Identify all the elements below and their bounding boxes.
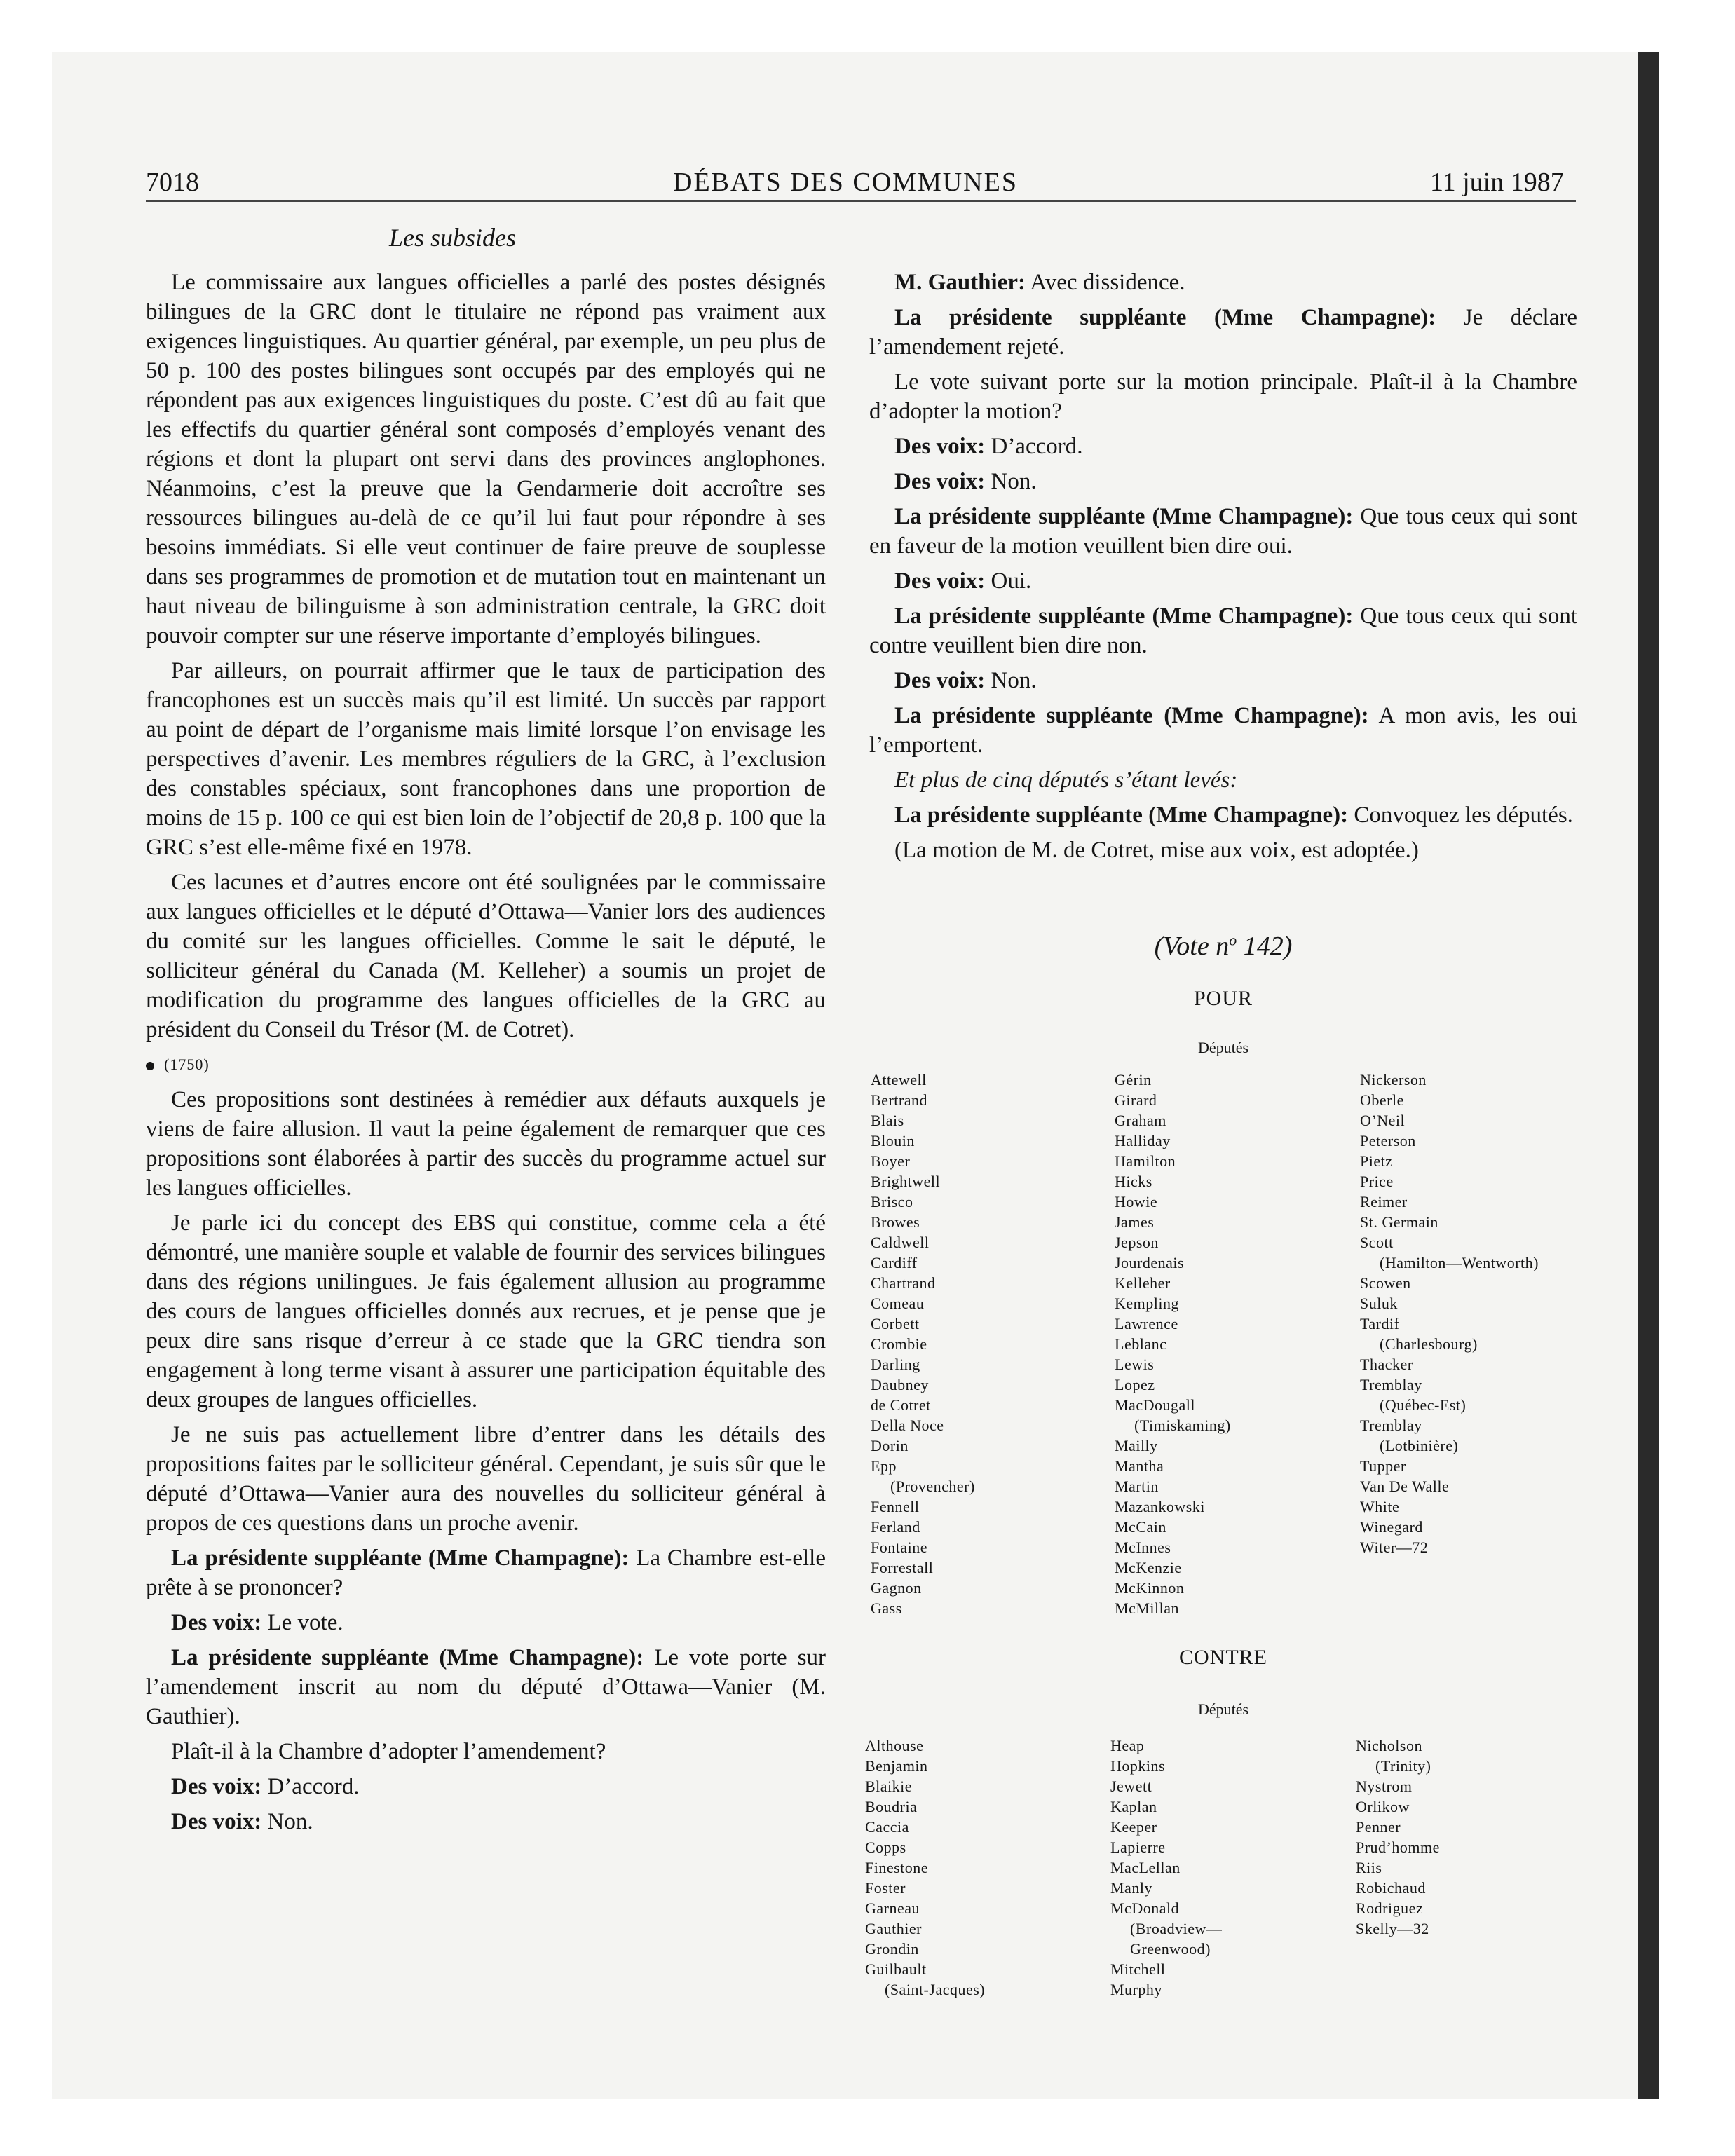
member-name: Cardiff bbox=[871, 1254, 918, 1271]
member-name: Tardif bbox=[1360, 1315, 1400, 1332]
member-name: (Broadview— bbox=[1130, 1920, 1223, 1937]
member-name: (Lotbinière) bbox=[1380, 1437, 1459, 1454]
pour-names-col1 bbox=[871, 1070, 975, 1618]
member-name: Fontaine bbox=[871, 1538, 927, 1556]
speech: Des voix: D’accord. bbox=[894, 434, 1083, 459]
member-name: White bbox=[1360, 1498, 1400, 1515]
right-column bbox=[869, 268, 1577, 871]
member-name: Howie bbox=[1115, 1193, 1158, 1210]
page-number: 7018 bbox=[146, 168, 199, 197]
speech: Des voix: Oui. bbox=[894, 568, 1032, 594]
member-name: Tupper bbox=[1360, 1457, 1406, 1475]
member-name: Girard bbox=[1115, 1091, 1157, 1109]
member-name: Rodriguez bbox=[1356, 1899, 1424, 1917]
member-name: Jourdenais bbox=[1115, 1254, 1185, 1271]
member-name: (Saint-Jacques) bbox=[885, 1981, 986, 1998]
speech: Des voix: Non. bbox=[894, 469, 1037, 494]
member-name: Hamilton bbox=[1115, 1152, 1176, 1170]
member-name: Heap bbox=[1110, 1737, 1145, 1754]
member-name: Daubney bbox=[871, 1376, 929, 1393]
contre-heading: CONTRE bbox=[1179, 1646, 1267, 1669]
member-name: Browes bbox=[871, 1213, 920, 1231]
member-name: Leblanc bbox=[1115, 1335, 1167, 1353]
member-name: Scott bbox=[1360, 1234, 1394, 1251]
speech: La présidente suppléante (Mme Champagne): Le vote porte sur l’amendement inscrit au nom du député d’Ottawa—Vanier (M. Gauthier). bbox=[146, 1645, 826, 1729]
speaker: Des voix: bbox=[171, 1774, 262, 1799]
member-name: Gérin bbox=[1115, 1071, 1152, 1089]
member-name: Peterson bbox=[1360, 1132, 1416, 1149]
vote-title: (Vote $n^o$ 142) bbox=[1154, 931, 1293, 961]
member-name: Robichaud bbox=[1356, 1879, 1426, 1897]
member-name: (Québec-Est) bbox=[1380, 1396, 1467, 1414]
member-name: Epp bbox=[871, 1457, 897, 1475]
member-name: Penner bbox=[1356, 1818, 1401, 1836]
member-name: Gass bbox=[871, 1599, 902, 1617]
member-name: Pietz bbox=[1360, 1152, 1393, 1170]
member-name: Tremblay bbox=[1360, 1376, 1422, 1393]
member-name: Lawrence bbox=[1115, 1315, 1178, 1332]
member-name: Brisco bbox=[871, 1193, 913, 1210]
header-rule bbox=[146, 200, 1576, 202]
member-name: MacLellan bbox=[1110, 1859, 1181, 1876]
member-name: Chartrand bbox=[871, 1274, 936, 1292]
speaker: Des voix: bbox=[171, 1610, 262, 1635]
member-name: Keeper bbox=[1110, 1818, 1157, 1836]
member-name: Fennell bbox=[871, 1498, 920, 1515]
member-name: Graham bbox=[1115, 1112, 1166, 1129]
paragraph: Plaît-il à la Chambre d’adopter l’amendement? bbox=[171, 1739, 606, 1764]
member-name: Kelleher bbox=[1115, 1274, 1171, 1292]
result-note: (La motion de M. de Cotret, mise aux voix, est adoptée.) bbox=[894, 838, 1419, 863]
speech: La présidente suppléante (Mme Champagne): A mon avis, les oui l’emportent. bbox=[869, 703, 1577, 758]
member-name: Finestone bbox=[865, 1859, 929, 1876]
bullet-icon bbox=[146, 1062, 154, 1070]
member-name: Benjamin bbox=[865, 1757, 928, 1775]
member-name: Mantha bbox=[1115, 1457, 1164, 1475]
member-name: Lewis bbox=[1115, 1356, 1155, 1373]
member-name: Crombie bbox=[871, 1335, 927, 1353]
speaker: La présidente suppléante (Mme Champagne): bbox=[894, 703, 1369, 728]
member-name: (Charlesbourg) bbox=[1380, 1335, 1478, 1353]
member-name: Darling bbox=[871, 1356, 920, 1373]
member-name: Martin bbox=[1115, 1478, 1159, 1495]
member-name: Foster bbox=[865, 1879, 906, 1897]
speaker: Des voix: bbox=[894, 434, 986, 459]
member-name: Skelly—32 bbox=[1356, 1920, 1429, 1937]
member-name: Lapierre bbox=[1110, 1838, 1166, 1856]
member-name: Nicholson bbox=[1356, 1737, 1422, 1754]
speech: La présidente suppléante (Mme Champagne): Que tous ceux qui sont contre veuillent bien dire non. bbox=[869, 603, 1577, 658]
member-name: Blouin bbox=[871, 1132, 915, 1149]
member-name: Boudria bbox=[865, 1798, 918, 1815]
member-name: Orlikow bbox=[1356, 1798, 1410, 1815]
member-name: de Cotret bbox=[871, 1396, 931, 1414]
member-name: Tremblay bbox=[1360, 1417, 1422, 1434]
member-name: Jewett bbox=[1110, 1778, 1152, 1795]
member-name: Van De Walle bbox=[1360, 1478, 1450, 1495]
member-name: Hicks bbox=[1115, 1173, 1152, 1190]
paragraph: Le commissaire aux langues officielles a parlé des postes désignés bilingues de la GRC dont le titulaire ne répond pas vraiment aux exigences linguistiques. Au quartier général, par exemple, un peu plus de 50 p. 100 des postes bilingues sont occupés par des employés qui ne répondent pas aux exigences linguistiques du poste. C’est dû au fait que les effectifs du quartier général sont composés d’employés venant des régions et dont la plupart ont servi dans des provinces anglophones. Néanmoins, c’est la preuve que la Gendarmerie doit accroître ses ressources bilingues au-delà de ce qu’il lui faut pour répondre à ses besoins immédiats. Si elle veut continuer de faire preuve de souplesse dans ses programmes de promotion et de mutation tout en maintenant un haut niveau de bilinguisme à son administration centrale, la GRC doit pouvoir compter sur une réserve importante d’employés bilingues. bbox=[146, 270, 826, 648]
member-name: Riis bbox=[1356, 1859, 1382, 1876]
member-name: Reimer bbox=[1360, 1193, 1408, 1210]
member-name: Manly bbox=[1110, 1879, 1152, 1897]
member-name: Nickerson bbox=[1360, 1071, 1427, 1089]
member-name: McCain bbox=[1115, 1518, 1166, 1536]
member-name: Althouse bbox=[865, 1737, 924, 1754]
contre-names-col1 bbox=[865, 1735, 985, 2000]
publication-title: DÉBATS DES COMMUNES bbox=[673, 168, 1018, 197]
speech: Des voix: Non. bbox=[894, 668, 1037, 693]
member-name: Mitchell bbox=[1110, 1960, 1166, 1978]
member-name: Winegard bbox=[1360, 1518, 1423, 1536]
member-name: Oberle bbox=[1360, 1091, 1404, 1109]
speech: La présidente suppléante (Mme Champagne): Je déclare l’amendement rejeté. bbox=[869, 305, 1577, 360]
speech: Des voix: Non. bbox=[171, 1809, 313, 1834]
paragraph: Le vote suivant porte sur la motion principale. Plaît-il à la Chambre d’adopter la motion? bbox=[869, 369, 1577, 424]
member-name: Jepson bbox=[1115, 1234, 1159, 1251]
member-name: Caccia bbox=[865, 1818, 909, 1836]
pour-names-col3 bbox=[1360, 1070, 1539, 1557]
contre-names-col3 bbox=[1356, 1735, 1440, 1939]
member-name: Guilbault bbox=[865, 1960, 927, 1978]
member-name: Forrestall bbox=[871, 1559, 934, 1576]
member-name: Attewell bbox=[871, 1071, 927, 1089]
pour-subheading: Députés bbox=[1197, 1039, 1249, 1056]
member-name: Blaikie bbox=[865, 1778, 913, 1795]
member-name: Kaplan bbox=[1110, 1798, 1157, 1815]
member-name: Greenwood) bbox=[1130, 1940, 1211, 1958]
speech: La présidente suppléante (Mme Champagne): La Chambre est-elle prête à se prononcer? bbox=[146, 1546, 826, 1600]
member-name: Brightwell bbox=[871, 1173, 941, 1190]
speech: Des voix: D’accord. bbox=[171, 1774, 360, 1799]
member-name: Caldwell bbox=[871, 1234, 930, 1251]
member-name: McKinnon bbox=[1115, 1579, 1185, 1597]
member-name: Boyer bbox=[871, 1152, 911, 1170]
member-name: (Trinity) bbox=[1375, 1757, 1431, 1775]
left-column bbox=[146, 268, 826, 1842]
speaker: La présidente suppléante (Mme Champagne): bbox=[894, 504, 1354, 529]
member-name: (Hamilton—Wentworth) bbox=[1380, 1254, 1539, 1271]
member-name: Gauthier bbox=[865, 1920, 922, 1937]
speaker: La présidente suppléante (Mme Champagne): bbox=[171, 1645, 644, 1670]
speech: La présidente suppléante (Mme Champagne): Que tous ceux qui sont en faveur de la motion veuillent bien dire oui. bbox=[869, 504, 1577, 559]
member-name: Kempling bbox=[1115, 1295, 1179, 1312]
member-name: (Provencher) bbox=[890, 1478, 975, 1495]
section-title: Les subsides bbox=[389, 224, 517, 252]
member-name: St. Germain bbox=[1360, 1213, 1438, 1231]
speaker: Des voix: bbox=[171, 1809, 262, 1834]
speech: La présidente suppléante (Mme Champagne): Convoquez les députés. bbox=[894, 803, 1573, 828]
speaker: La présidente suppléante (Mme Champagne): bbox=[894, 603, 1354, 629]
member-name: Nystrom bbox=[1356, 1778, 1413, 1795]
contre-names-col2 bbox=[1110, 1735, 1222, 2000]
member-name: Price bbox=[1360, 1173, 1394, 1190]
member-name: Mazankowski bbox=[1115, 1498, 1205, 1515]
member-name: McDonald bbox=[1110, 1899, 1180, 1917]
member-name: Suluk bbox=[1360, 1295, 1398, 1312]
paragraph: Ces propositions sont destinées à remédier aux défauts auxquels je viens de faire allusion. Il vaut la peine également de remarquer que ces propositions sont élaborées à partir des succès du programme actuel sur les langues officielles. bbox=[146, 1087, 826, 1201]
member-name: James bbox=[1115, 1213, 1155, 1231]
member-name: Scowen bbox=[1360, 1274, 1411, 1292]
member-name: McKenzie bbox=[1115, 1559, 1182, 1576]
paragraph: Je parle ici du concept des EBS qui constitue, comme cela a été démontré, une manière souple et valable de fournir des services bilingues dans des régions unilingues. Je fais également allusion au programme des cours de langues officielles donnés aux recrues, et je pense que je peux dire sans risque d’erreur à ce stade que la GRC tiendra son engagement à long terme visant à assurer une participation équitable des deux groupes de langues officielles. bbox=[146, 1210, 826, 1412]
member-name: Witer—72 bbox=[1360, 1538, 1429, 1556]
speaker: Des voix: bbox=[894, 568, 986, 594]
page-date: 11 juin 1987 bbox=[1430, 168, 1564, 197]
member-name: Thacker bbox=[1360, 1356, 1413, 1373]
member-name: Corbett bbox=[871, 1315, 920, 1332]
speaker: La présidente suppléante (Mme Champagne): bbox=[894, 305, 1436, 330]
speech: M. Gauthier: Avec dissidence. bbox=[894, 270, 1185, 295]
member-name: Halliday bbox=[1115, 1132, 1171, 1149]
scan-edge-bar bbox=[1638, 52, 1659, 2099]
speaker: Des voix: bbox=[894, 469, 986, 494]
member-name: Mailly bbox=[1115, 1437, 1158, 1454]
member-name: MacDougall bbox=[1115, 1396, 1195, 1414]
time-marker: (1750) bbox=[146, 1050, 826, 1079]
member-name: O’Neil bbox=[1360, 1112, 1406, 1129]
member-name: Bertrand bbox=[871, 1091, 927, 1109]
member-name: Dorin bbox=[871, 1437, 909, 1454]
speaker: La présidente suppléante (Mme Champagne): bbox=[171, 1546, 630, 1571]
member-name: Ferland bbox=[871, 1518, 920, 1536]
member-name: Lopez bbox=[1115, 1376, 1155, 1393]
member-name: Garneau bbox=[865, 1899, 920, 1917]
member-name: Comeau bbox=[871, 1295, 925, 1312]
member-name: Gagnon bbox=[871, 1579, 922, 1597]
speech: Des voix: Le vote. bbox=[171, 1610, 343, 1635]
member-name: McInnes bbox=[1115, 1538, 1171, 1556]
paragraph: Je ne suis pas actuellement libre d’entrer dans les détails des propositions faites par le solliciteur général. Cependant, je suis sûr que le député d’Ottawa—Vanier aura des nouvelles du solliciteur général à propos de ces questions dans un proche avenir. bbox=[146, 1422, 826, 1536]
member-name: Copps bbox=[865, 1838, 906, 1856]
member-name: (Timiskaming) bbox=[1134, 1417, 1231, 1434]
contre-subheading: Députés bbox=[1197, 1700, 1249, 1718]
paragraph: Ces lacunes et d’autres encore ont été soulignées par le commissaire aux langues officielles et le député d’Ottawa—Vanier lors des audiences du comité sur les langues officielles. Comme le sait le député, le solliciteur général du Canada (M. Kelleher) a soumis un projet de modification du programme des langues officielles de la GRC au président du Conseil du Trésor (M. de Cotret). bbox=[146, 870, 826, 1042]
member-name: Blais bbox=[871, 1112, 904, 1129]
pour-names-col2 bbox=[1115, 1070, 1231, 1618]
member-name: Grondin bbox=[865, 1940, 919, 1958]
speaker: M. Gauthier: bbox=[894, 270, 1026, 295]
paragraph: Par ailleurs, on pourrait affirmer que le taux de participation des francophones est un succès mais qu’il est limité. Un succès par rapport au point de départ de l’organisme mais limité lorsque l’on envisage les perspectives d’avenir. Les membres réguliers de la GRC, à l’exclusion des constables spéciaux, sont francophones dans une proportion de moins de 15 p. 100 ce qui est bien loin de l’objectif de 20,8 p. 100 que la GRC s’est elle-même fixé en 1978. bbox=[146, 658, 826, 860]
stage-direction: Et plus de cinq députés s’étant levés: bbox=[894, 767, 1238, 793]
speaker: Des voix: bbox=[894, 668, 986, 693]
member-name: Hopkins bbox=[1110, 1757, 1166, 1775]
member-name: Prud’homme bbox=[1356, 1838, 1440, 1856]
member-name: McMillan bbox=[1115, 1599, 1179, 1617]
pour-heading: POUR bbox=[1193, 987, 1253, 1010]
member-name: Della Noce bbox=[871, 1417, 944, 1434]
member-name: Murphy bbox=[1110, 1981, 1162, 1998]
speaker: La présidente suppléante (Mme Champagne): bbox=[894, 803, 1349, 828]
